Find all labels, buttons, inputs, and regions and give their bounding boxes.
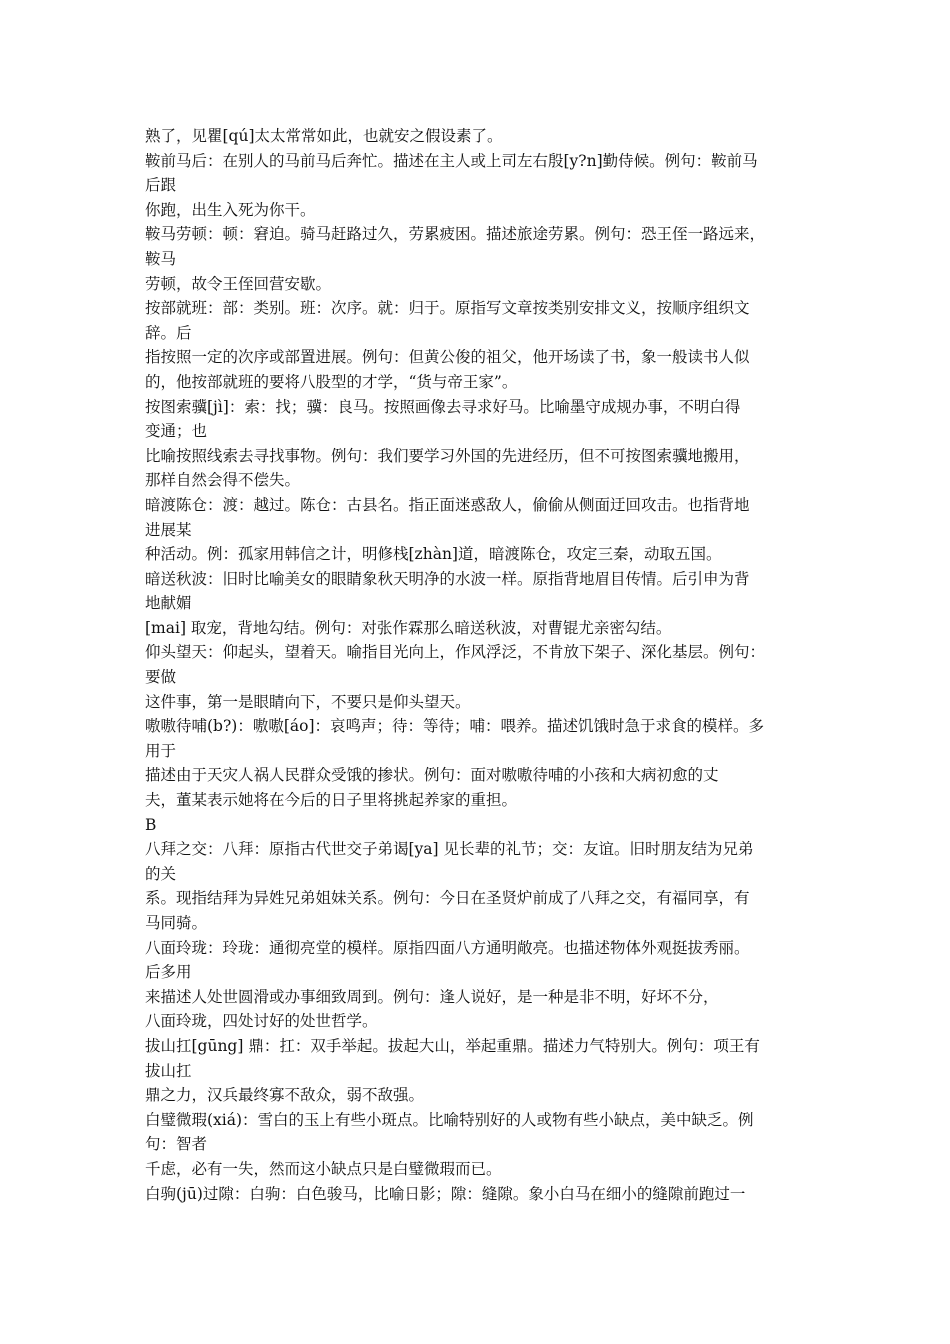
text-line: [mai] 取宠，背地勾结。例句：对张作霖那么暗送秋波，对曹锟尤亲密勾结。	[145, 618, 672, 637]
text-line: 千虑，必有一失，然而这小缺点只是白璧微瑕而已。	[145, 1159, 502, 1178]
text-line: 变通；也	[145, 422, 208, 441]
text-line: 来描述人处世圆滑或办事细致周到。例句：逢人说好，是一种是非不明，好坏不分，	[145, 987, 719, 1006]
text-line: 熟了，见瞿[qú]太太常常如此，也就安之假设素了。	[145, 127, 503, 145]
text-line: 按部就班：部：类别。班：次序。就：归于。原指写文章按类别安排文义，按顺序组织文	[145, 299, 750, 318]
text-line: 种活动。例：孤家用韩信之计，明修栈[zhàn]道，暗渡陈仓，攻定三秦，动取五国。	[145, 545, 722, 564]
text-line: 八面玲珑，四处讨好的处世哲学。	[145, 1012, 378, 1031]
text-line: 仰头望天：仰起头，望着天。喻指目光向上，作风浮泛，不肯放下架子、深化基层。例句：	[145, 643, 766, 662]
text-line: 按图索骥[jì]：索：找；骥：良马。按照画像去寻求好马。比喻墨守成规办事，不明白得	[145, 397, 741, 416]
text-line: 的关	[145, 864, 177, 883]
text-line: 拔山扛	[145, 1061, 192, 1080]
text-line: 夫，董某表示她将在今后的日子里将挑起养家的重担。	[145, 791, 518, 810]
text-line: 鞍马	[145, 249, 177, 268]
text-line: 嗷嗷待哺(b?)：嗷嗷[áo]：哀鸣声；待：等待；哺：喂养。描述饥饿时急于求食的模样。多	[145, 717, 764, 736]
text-line: 鞍马劳顿：顿：窘迫。骑马赶路过久，劳累疲困。描述旅途劳累。例句：恐王侄一路远来，	[145, 225, 766, 244]
text-line: 指按照一定的次序或部置进展。例句：但黄公俊的祖父，他开场读了书，象一般读书人似	[145, 348, 750, 367]
text-line: 描述由于天灾人祸人民群众受饿的掺状。例句：面对嗷嗷待哺的小孩和大病初愈的丈	[145, 766, 719, 785]
text-line: 进展某	[145, 520, 192, 539]
text-line: 比喻按照线索去寻找事物。例句：我们要学习外国的先进经历，但不可按图索骥地搬用，	[145, 446, 750, 465]
text-line: 辞。后	[145, 323, 192, 342]
text-line: 马同骑。	[145, 914, 208, 932]
text-line: 八面玲珑：玲珑：通彻亮堂的模样。原指四面八方通明敞亮。也描述物体外观挺拔秀丽。	[145, 938, 750, 957]
text-line: 鞍前马后：在别人的马前马后奔忙。描述在主人或上司左右殷[y?n]勤侍候。例句：鞍前马	[145, 151, 758, 170]
text-line: 白璧微瑕(xiá)：雪白的玉上有些小斑点。比喻特别好的人或物有些小缺点，美中缺乏。例	[145, 1110, 754, 1129]
text-line: 暗送秋波：旧时比喻美女的眼睛象秋天明净的水波一样。原指背地眉目传情。后引申为背	[145, 569, 750, 588]
text-line: 你跑，出生入死为你干。	[145, 200, 316, 219]
text-line: 的，他按部就班的要将八股型的才学，“货与帝王家”。	[145, 372, 518, 391]
text-line: 拔山扛[gūng] 鼎：扛：双手举起。拔起大山，举起重鼎。描述力气特别大。例句：项王有	[145, 1036, 760, 1055]
text-line: 这件事，第一是眼睛向下，不要只是仰头望天。	[145, 692, 471, 711]
text-line: 后跟	[145, 176, 177, 195]
text-line: 地献媚	[145, 594, 192, 613]
text-line: 那样自然会得不偿失。	[145, 471, 301, 490]
text-line: 用于	[145, 741, 177, 760]
text-line: 后多用	[145, 963, 192, 982]
text-line: 鼎之力，汉兵最终寡不敌众，弱不敌强。	[145, 1086, 425, 1105]
text-line: 要做	[145, 668, 177, 687]
text-line: 暗渡陈仓：渡：越过。陈仓：古县名。指正面迷惑敌人，偷偷从侧面迂回攻击。也指背地	[145, 495, 750, 514]
text-line: 句：智者	[145, 1135, 208, 1154]
section-heading: B	[145, 815, 157, 834]
text-line: 系。现指结拜为异姓兄弟姐妹关系。例句：今日在圣贤炉前成了八拜之交，有福同享，有	[145, 889, 750, 908]
document-body	[145, 124, 813, 1206]
text-line: 白驹(jū)过隙：白驹：白色骏马，比喻日影；隙：缝隙。象小白马在细小的缝隙前跑过一	[145, 1184, 746, 1203]
text-line: 八拜之交：八拜：原指古代世交子弟谒[ya] 见长辈的礼节；交：友谊。旧时朋友结为兄弟	[145, 840, 754, 859]
text-line: 劳顿，故令王侄回营安歇。	[145, 274, 332, 293]
